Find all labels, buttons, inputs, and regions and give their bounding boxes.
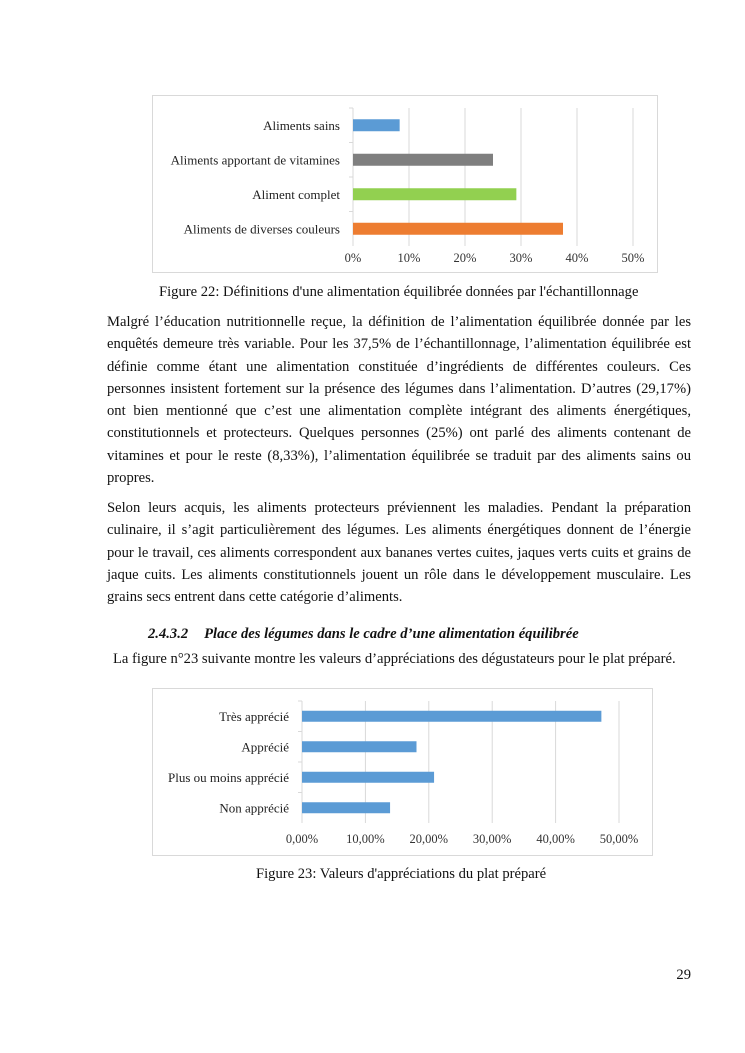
- paragraph-3: La figure n°23 suivante montre les valeurs d’appréciations des dégustateurs pour le plat préparé.: [113, 651, 676, 667]
- category-label: Non apprécié: [219, 800, 289, 816]
- x-tick-label: 50,00%: [599, 832, 639, 846]
- x-tick-label: 0%: [344, 251, 362, 265]
- category-label: Très apprécié: [219, 708, 289, 724]
- x-tick-label: 0,00%: [285, 832, 319, 846]
- bar-3: [302, 772, 434, 783]
- paragraph-2: Selon leurs acquis, les aliments protecteurs préviennent les maladies. Pendant la préparation culinaire, il s’agit particulièrement des légumes. Les aliments énergétiques donnent de l’énergie pour le travail, ces aliments correspondent aux bananes vertes cuites, jaques verts cuits et grains de jaque cuits. Les aliments constitutionnels jouent un rôle dans le développement musculaire. Les grains secs entrent dans cette catégorie d’aliments.: [107, 500, 691, 606]
- x-tick-label: 30,00%: [472, 832, 512, 846]
- bar-2: [353, 154, 493, 166]
- figure-23-chart: [152, 688, 653, 856]
- paragraph-1: Malgré l’éducation nutritionnelle reçue, la définition de l’alimentation équilibrée donnée par les enquêtés demeure très variable. Pour les 37,5% de l’échantillonnage, l’alimentation équilibrée est définie comme étant une alimentation constituée d’ingrédients de différentes couleurs. Ces personnes insistent fortement sur la présence des légumes dans l’alimentation. D’autres (29,17%) ont bien mentionné que c’est une alimentation complète intégrant des aliments énergétiques, constitutionnels et protecteurs. Quelques personnes (25%) ont parlé des aliments contenant de vitamines et pour le reste (8,33%), l’alimentation équilibrée se traduit par des aliments sains ou propres.: [107, 314, 691, 487]
- category-label: Plus ou moins apprécié: [168, 769, 289, 785]
- section-number: 2.4.3.2: [148, 626, 189, 642]
- x-tick-label: 20%: [453, 251, 477, 265]
- chart-23-svg: [153, 689, 652, 855]
- figure-23-caption: Figure 23: Valeurs d'appréciations du plat préparé: [256, 866, 547, 882]
- figure-22-caption: Figure 22: Définitions d'une alimentation équilibrée données par l'échantillonnage: [159, 284, 639, 300]
- figure-22-chart: [152, 95, 658, 273]
- x-tick-label: 40%: [565, 251, 589, 265]
- bar-4: [353, 223, 563, 235]
- x-tick-label: 50%: [621, 251, 645, 265]
- category-label: Aliments de diverses couleurs: [183, 221, 340, 237]
- chart-22-svg: [153, 96, 657, 272]
- bar-1: [353, 119, 400, 131]
- bar-2: [302, 741, 417, 752]
- x-tick-label: 10,00%: [346, 832, 385, 846]
- bar-1: [302, 711, 601, 722]
- category-label: Aliments sains: [263, 117, 340, 133]
- bar-3: [353, 188, 516, 200]
- x-tick-label: 30%: [509, 251, 533, 265]
- x-tick-label: 20,00%: [409, 832, 449, 846]
- section-title: Place des légumes dans le cadre d’une alimentation équilibrée: [204, 626, 579, 642]
- category-label: Aliments apportant de vitamines: [170, 152, 340, 168]
- bar-4: [302, 802, 390, 813]
- category-label: Apprécié: [241, 739, 289, 755]
- category-label: Aliment complet: [252, 186, 340, 202]
- section-heading: [148, 626, 579, 643]
- page-number: 29: [676, 967, 691, 983]
- x-tick-label: 40,00%: [536, 832, 575, 846]
- x-tick-label: 10%: [397, 251, 421, 265]
